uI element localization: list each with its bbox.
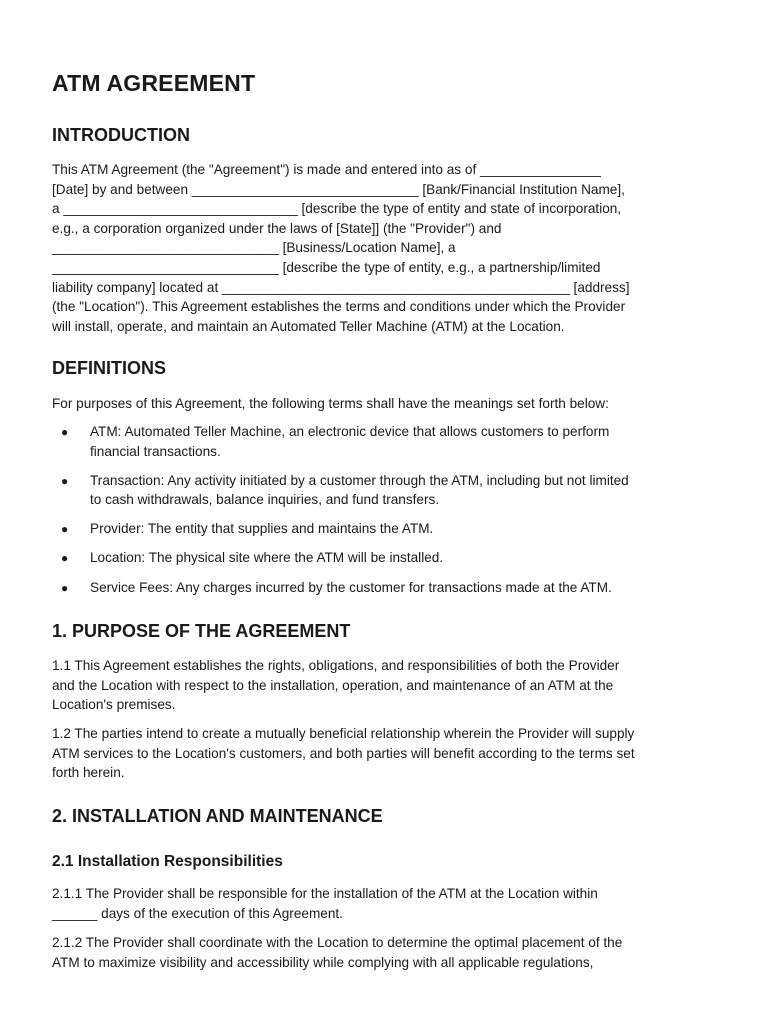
intro-line: This ATM Agreement (the "Agreement") is made and entered into as of ________________ [52, 162, 601, 177]
list-item [52, 471, 724, 510]
purpose-paragraph-2 [52, 724, 724, 783]
bullet-icon: ● [61, 425, 69, 439]
bullet-icon: ● [61, 551, 69, 566]
intro-line: (the "Location"). This Agreement establishes the terms and conditions under which the Provider [52, 299, 626, 315]
bullet-icon: ● [61, 473, 69, 488]
intro-line: liability company] located at ______________________________________________ [address] [52, 279, 630, 295]
installation-subheading: 2.1 Installation Responsibilities [52, 853, 283, 870]
definition-text: Provider: The entity that supplies and maintains the ATM. [90, 521, 434, 537]
paragraph-line: forth herein. [52, 765, 125, 781]
definitions-lead: For purposes of this Agreement, the following terms shall have the meanings set forth below: [52, 396, 609, 411]
definition-text: financial transactions. [90, 443, 221, 459]
installation-paragraph-1 [52, 884, 724, 923]
paragraph-line: 2.1.2 The Provider shall coordinate with the Location to determine the optimal placement of the [52, 935, 623, 950]
bullet-icon: ● [61, 522, 69, 537]
definition-text: Location: The physical site where the ATM will be installed. [90, 550, 444, 566]
definition-text: ATM: Automated Teller Machine, an electronic device that allows customers to perform [90, 424, 610, 439]
definition-text: to cash withdrawals, balance inquiries, and fund transfers. [90, 492, 440, 508]
document-title: ATM AGREEMENT [52, 70, 256, 96]
intro-heading: INTRODUCTION [52, 125, 190, 145]
intro-paragraph [52, 160, 724, 336]
list-item [52, 519, 724, 539]
installation-heading: 2. INSTALLATION AND MAINTENANCE [52, 806, 383, 826]
intro-line: e.g., a corporation organized under the laws of [State]] (the "Provider") and [52, 220, 502, 236]
intro-line: [Date] by and between ______________________________ [Bank/Financial Institution Name], [52, 181, 625, 197]
intro-line: will install, operate, and maintain an Automated Teller Machine (ATM) at the Location. [52, 318, 565, 334]
list-item [52, 548, 724, 568]
paragraph-line: ATM services to the Location's customers, and both parties will benefit according to the terms set [52, 745, 635, 761]
definition-text: Transaction: Any activity initiated by a customer through the ATM, including but not limited [90, 472, 629, 488]
paragraph-line: and the Location with respect to the installation, operation, and maintenance of an ATM at the [52, 677, 614, 693]
purpose-heading: 1. PURPOSE OF THE AGREEMENT [52, 621, 351, 641]
installation-paragraph-2 [52, 933, 724, 972]
intro-line: ______________________________ [Business/Location Name], a [52, 240, 456, 256]
purpose-paragraph-1 [52, 656, 724, 715]
intro-line: ______________________________ [describe the type of entity, e.g., a partnership/limited [52, 259, 601, 275]
intro-line: a _______________________________ [describe the type of entity and state of incorporation, [52, 201, 622, 217]
paragraph-line: ATM to maximize visibility and accessibility while complying with all applicable regulations, [52, 954, 594, 970]
definitions-heading: DEFINITIONS [52, 358, 167, 378]
bullet-icon: ● [61, 580, 69, 595]
paragraph-line: 2.1.1 The Provider shall be responsible for the installation of the ATM at the Location within [52, 886, 598, 901]
paragraph-line: 1.1 This Agreement establishes the rights, obligations, and responsibilities of both the Provider [52, 658, 620, 673]
definitions-list [52, 422, 724, 607]
paragraph-line: Location's premises. [52, 697, 176, 713]
paragraph-line: 1.2 The parties intend to create a mutually beneficial relationship wherein the Provider will supply [52, 726, 635, 741]
definition-text: Service Fees: Any charges incurred by the customer for transactions made at the ATM. [90, 579, 612, 595]
paragraph-line: ______ days of the execution of this Agreement. [52, 905, 343, 921]
list-item [52, 422, 724, 461]
list-item [52, 578, 724, 598]
